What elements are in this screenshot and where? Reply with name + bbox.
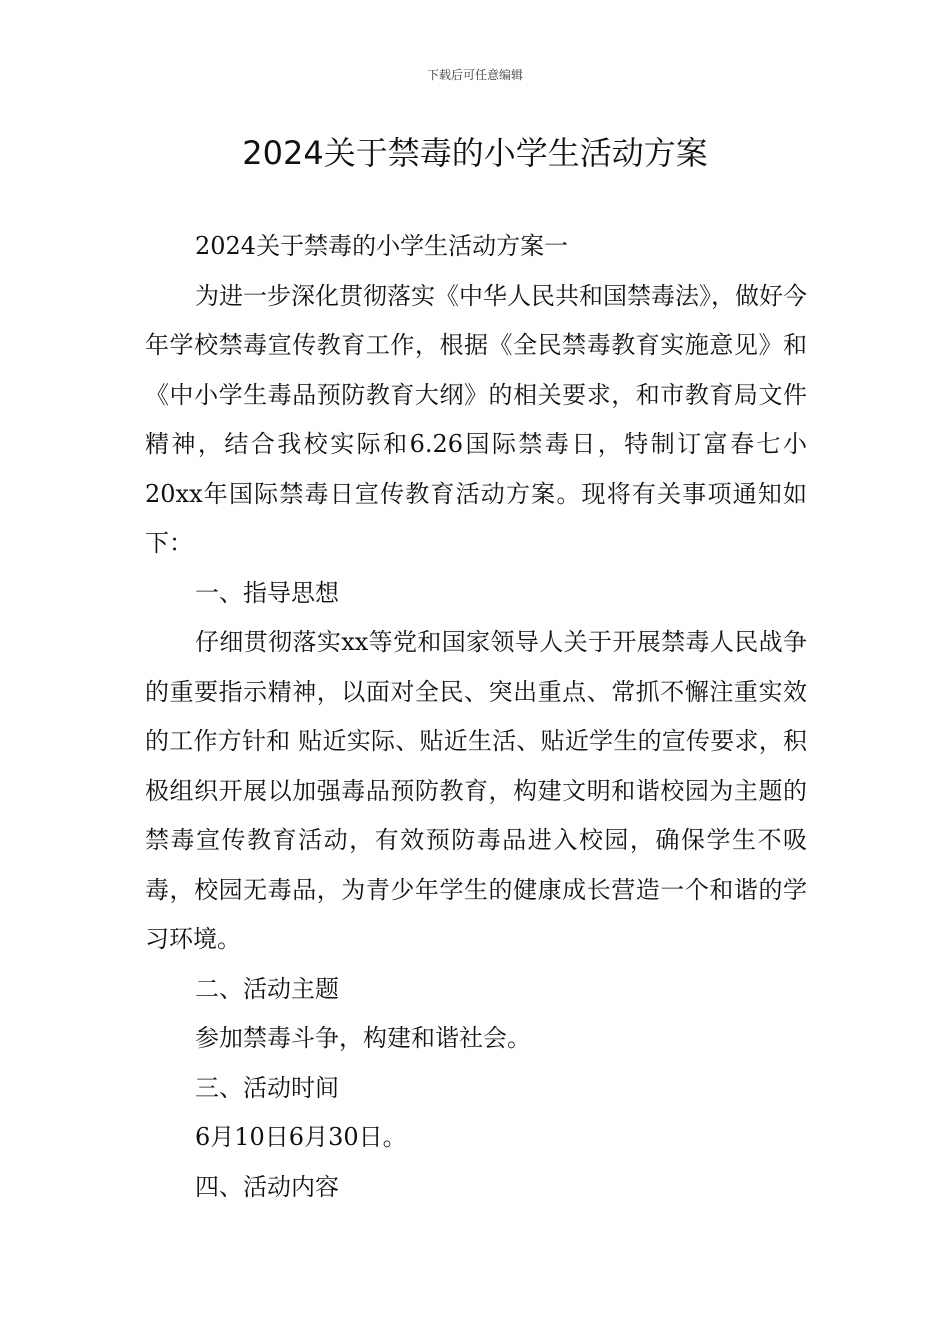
section-heading-guiding-ideology: 一、指导思想 xyxy=(195,578,339,607)
document-body xyxy=(145,222,807,1212)
paragraph-plan-subtitle: 2024关于禁毒的小学生活动方案一 xyxy=(195,232,569,260)
paragraph-activity-theme: 参加禁毒斗争，构建和谐社会。 xyxy=(195,1024,531,1052)
paragraph-activity-time: 6月10日6月30日。 xyxy=(195,1123,407,1151)
section-heading-activity-content: 四、活动内容 xyxy=(195,1172,339,1201)
paragraph-introduction: 为进一步深化贯彻落实《中华人民共和国禁毒法》，做好今年学校禁毒宣传教育工作，根据《全民禁毒教育实施意见》和《中小学生毒品预防教育大纲》的相关要求，和市教育局文件精神，结合我校实际和6.26国际禁毒日，特制订富春七小20xx年国际禁毒日宣传教育活动方案。现将有关事项通知如下： xyxy=(145,281,807,557)
section-heading-activity-time: 三、活动时间 xyxy=(195,1073,339,1102)
section-heading-activity-theme: 二、活动主题 xyxy=(195,974,339,1003)
document-title: 2024关于禁毒的小学生活动方案 xyxy=(242,134,708,172)
header-note: 下载后可任意编辑 xyxy=(426,68,523,82)
paragraph-guiding-ideology: 仔细贯彻落实xx等党和国家领导人关于开展禁毒人民战争的重要指示精神，以面对全民、突出重点、常抓不懈注重实效的工作方针和 贴近实际、贴近生活、贴近学生的宣传要求，积极组织开展以加强毒品预防教育，构建文明和谐校园为主题的禁毒宣传教育活动，有效预防毒品进入校园，确保学生不吸毒，校园无毒品，为青少年学生的健康成长营造一个和谐的学习环境。 xyxy=(145,628,807,953)
